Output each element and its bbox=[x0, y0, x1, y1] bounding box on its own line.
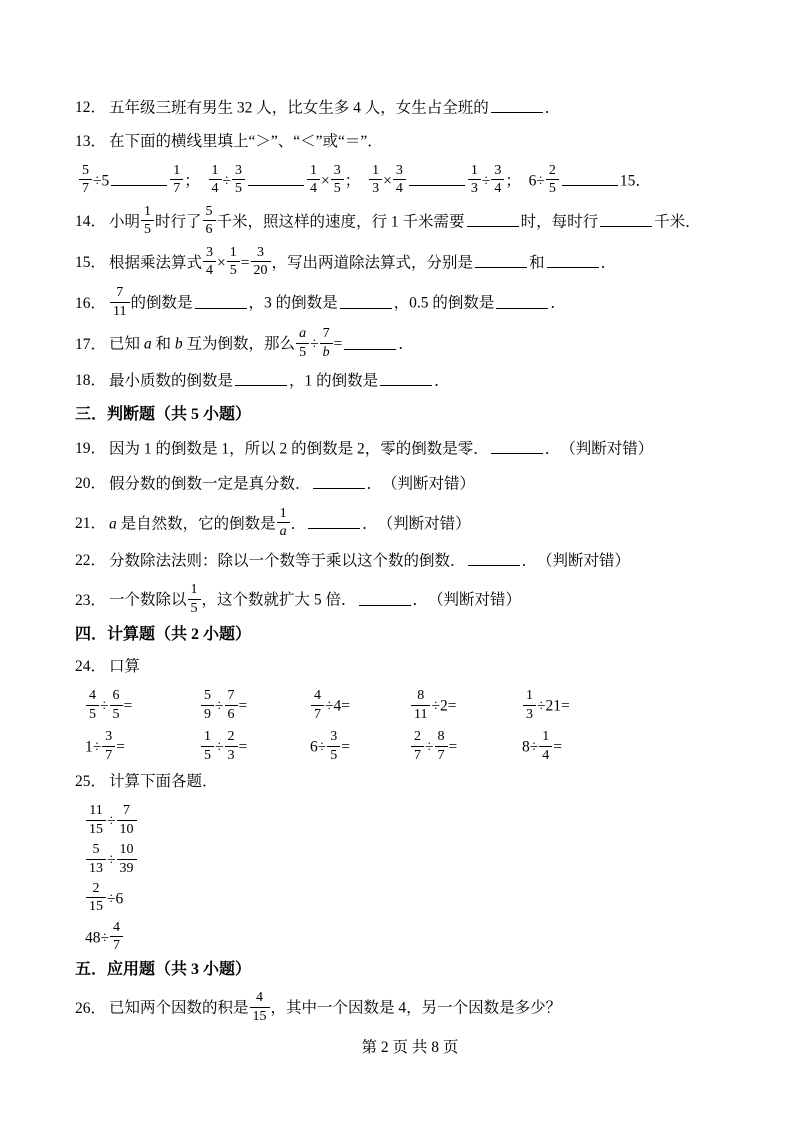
numerator: 1 bbox=[470, 163, 478, 179]
question-item-26 bbox=[75, 992, 745, 1026]
text-run: ； 6÷ bbox=[505, 172, 545, 190]
calc-expression bbox=[200, 690, 310, 724]
numerator: 2 bbox=[227, 729, 235, 745]
text-run: 8÷ bbox=[522, 738, 539, 756]
text-run: 15． bbox=[619, 172, 651, 190]
denominator: 4 bbox=[307, 179, 320, 196]
text-run: ÷6 bbox=[107, 890, 124, 908]
fraction bbox=[311, 688, 324, 722]
fraction bbox=[232, 163, 245, 197]
question-item-13 bbox=[75, 132, 745, 151]
denominator: 5 bbox=[546, 179, 559, 196]
answer-blank bbox=[475, 251, 527, 268]
text-run: ÷ bbox=[425, 738, 434, 756]
text-run: ÷2= bbox=[431, 697, 457, 715]
question-number: 21． bbox=[75, 515, 107, 533]
denominator: 5 bbox=[188, 599, 201, 616]
text-run: 最小质数的倒数是 bbox=[109, 372, 234, 390]
text-run: ． bbox=[550, 294, 566, 312]
calc-expression bbox=[410, 690, 522, 724]
denominator: 3 bbox=[468, 179, 481, 196]
text-run: 6÷ bbox=[310, 738, 327, 756]
fraction bbox=[411, 688, 430, 722]
numerator: 5 bbox=[92, 842, 100, 858]
text-run: 因为 1 的倒数是 1，所以 2 的倒数是 2，零的倒数是零． bbox=[109, 439, 489, 457]
fraction bbox=[539, 729, 552, 763]
denominator: 15 bbox=[250, 1007, 270, 1024]
denominator: 15 bbox=[86, 820, 106, 837]
numerator: 7 bbox=[116, 285, 124, 301]
fraction bbox=[296, 326, 309, 360]
text-run: 1÷ bbox=[85, 738, 102, 756]
numerator: 1 bbox=[190, 582, 198, 598]
numerator: 3 bbox=[395, 163, 403, 179]
numerator: 5 bbox=[82, 163, 89, 179]
text-run: 一个数除以 bbox=[109, 591, 187, 609]
text-run: ． （判断对错） bbox=[521, 551, 631, 569]
text-run: = bbox=[553, 738, 563, 756]
text-run: ÷21= bbox=[537, 697, 570, 715]
text-run: ． bbox=[544, 99, 561, 117]
text-run: 互为倒数，那么 bbox=[182, 335, 296, 353]
question-item-17 bbox=[75, 328, 745, 362]
compare-expressions-row bbox=[75, 165, 745, 199]
numerator: 8 bbox=[437, 729, 445, 745]
oral-calc-row bbox=[75, 731, 745, 765]
text-run: 在下面的横线里填上“＞”、“＜”或“＝”． bbox=[109, 132, 383, 150]
text-run: ； bbox=[344, 172, 369, 190]
calc-expression bbox=[85, 731, 200, 765]
answer-blank bbox=[248, 169, 304, 186]
answer-blank bbox=[235, 369, 287, 386]
fraction bbox=[435, 729, 448, 763]
text-run: 根据乘法算式 bbox=[109, 254, 203, 272]
calc-expression bbox=[75, 805, 745, 839]
fraction bbox=[251, 245, 271, 279]
numerator: 4 bbox=[256, 990, 264, 1006]
numerator: 1 bbox=[372, 163, 380, 179]
answer-blank bbox=[491, 96, 543, 113]
fraction bbox=[117, 803, 137, 837]
answer-blank bbox=[344, 332, 396, 349]
question-item-19 bbox=[75, 437, 745, 459]
question-item-14 bbox=[75, 203, 745, 240]
text-run: = bbox=[116, 738, 126, 756]
text-run: 计算下面各题． bbox=[109, 772, 218, 790]
text-run: ，3 的倒数是 bbox=[248, 294, 338, 312]
question-number: 13． bbox=[75, 132, 107, 150]
fraction bbox=[79, 163, 92, 197]
text-run: 口算 bbox=[109, 658, 141, 676]
numerator: 4 bbox=[89, 688, 96, 704]
fraction bbox=[203, 204, 216, 238]
question-number: 19． bbox=[75, 439, 107, 457]
text-run: ． （判断对错） bbox=[366, 475, 476, 493]
numerator: 2 bbox=[92, 880, 100, 896]
numerator: 2 bbox=[548, 163, 556, 179]
question-number: 26． bbox=[75, 999, 107, 1017]
numerator: 3 bbox=[257, 244, 265, 260]
text-run: = bbox=[341, 738, 351, 756]
numerator: 1 bbox=[279, 505, 287, 521]
denominator: 4 bbox=[209, 179, 222, 196]
answer-blank bbox=[496, 292, 548, 309]
answer-blank bbox=[562, 169, 618, 186]
fraction bbox=[86, 803, 106, 837]
text-run: ，1 的倒数是 bbox=[289, 372, 379, 390]
denominator: 7 bbox=[110, 936, 123, 953]
denominator: 5 bbox=[227, 261, 240, 278]
answer-blank bbox=[491, 437, 543, 454]
numerator: 8 bbox=[417, 688, 425, 704]
text-run: ÷5 bbox=[93, 172, 110, 190]
fraction bbox=[546, 163, 559, 197]
text-run: ，这个数就扩大 5 倍． bbox=[201, 591, 357, 609]
numerator: 5 bbox=[204, 688, 211, 704]
fraction bbox=[393, 163, 406, 197]
numerator: 1 bbox=[144, 203, 152, 219]
question-number: 25． bbox=[75, 772, 107, 790]
denominator: 7 bbox=[311, 705, 324, 722]
question-number: 12． bbox=[75, 99, 107, 117]
fraction bbox=[250, 990, 270, 1024]
denominator: 6 bbox=[225, 705, 238, 722]
denominator: 7 bbox=[102, 746, 115, 763]
calc-expression bbox=[310, 690, 410, 724]
question-item-16 bbox=[75, 287, 745, 321]
calc-expression bbox=[85, 690, 200, 724]
fraction bbox=[468, 163, 481, 197]
text-run: 小明 bbox=[109, 213, 141, 231]
text-run: 五年级三班有男生 32 人，比女生多 4 人，女生占全班的 bbox=[109, 99, 489, 117]
calc-expression bbox=[310, 731, 410, 765]
fraction bbox=[327, 729, 340, 763]
fraction bbox=[86, 842, 106, 876]
answer-blank bbox=[380, 369, 432, 386]
question-item-21 bbox=[75, 505, 745, 542]
text-run: ，0.5 的倒数是 bbox=[393, 294, 495, 312]
denominator: 6 bbox=[203, 220, 216, 237]
numerator: 6 bbox=[112, 688, 120, 704]
fraction bbox=[110, 920, 123, 954]
question-item-23 bbox=[75, 584, 745, 618]
text-run: 分数除法法则：除以一个数等于乘以这个数的倒数． bbox=[109, 551, 466, 569]
text-run: 时行了 bbox=[155, 213, 202, 231]
answer-blank bbox=[195, 292, 247, 309]
text-run: ． （判断对错） bbox=[412, 591, 522, 609]
numerator: 1 bbox=[526, 688, 533, 704]
fraction bbox=[331, 163, 344, 197]
text-run: 的倒数是 bbox=[130, 294, 193, 312]
numerator: 1 bbox=[229, 244, 237, 260]
fraction bbox=[86, 881, 106, 915]
question-number: 14． bbox=[75, 213, 107, 231]
text-run: ． （判断对错） bbox=[544, 439, 654, 457]
text-run: 和 bbox=[529, 254, 545, 272]
denominator: 5 bbox=[331, 179, 344, 196]
fraction bbox=[117, 842, 137, 876]
numerator: 10 bbox=[119, 842, 134, 858]
text-run: ． bbox=[600, 254, 617, 272]
question-number: 24． bbox=[75, 658, 107, 676]
text-run: ÷ bbox=[310, 335, 319, 353]
answer-blank bbox=[111, 169, 167, 186]
denominator: 4 bbox=[393, 179, 406, 196]
denominator: 5 bbox=[327, 746, 340, 763]
fraction bbox=[170, 163, 183, 197]
section-header: 五．应用题（共 3 小题） bbox=[75, 961, 252, 979]
numerator: 1 bbox=[211, 163, 219, 179]
fraction bbox=[411, 729, 424, 763]
text-run: 48÷ bbox=[85, 929, 110, 947]
denominator: 7 bbox=[435, 746, 448, 763]
variable: b bbox=[174, 335, 183, 353]
fraction bbox=[188, 582, 201, 616]
worksheet-content bbox=[75, 96, 745, 1026]
text-run: ． （判断对错） bbox=[362, 515, 471, 533]
question-item-22 bbox=[75, 549, 745, 571]
calc-expression bbox=[75, 844, 745, 878]
text-run: ÷ bbox=[100, 697, 109, 715]
fraction bbox=[225, 729, 238, 763]
denominator: 9 bbox=[201, 705, 214, 722]
denominator: 5 bbox=[296, 343, 309, 360]
fraction bbox=[491, 163, 504, 197]
denominator: 13 bbox=[86, 859, 106, 876]
question-item-24 bbox=[75, 657, 745, 676]
section-header: 四．计算题（共 2 小题） bbox=[75, 626, 252, 644]
denominator: a bbox=[277, 522, 290, 539]
answer-blank bbox=[409, 169, 465, 186]
oral-calc-row bbox=[75, 690, 745, 724]
numerator: 7 bbox=[322, 326, 330, 342]
numerator: 3 bbox=[235, 163, 243, 179]
fraction bbox=[86, 688, 99, 722]
denominator: 7 bbox=[411, 746, 424, 763]
text-run: 千米，照这样的速度，行 1 千米需要 bbox=[216, 213, 465, 231]
fraction bbox=[320, 326, 333, 360]
text-run: = bbox=[238, 738, 248, 756]
answer-blank bbox=[468, 549, 520, 566]
page-footer: 第 2 页 共 8 页 bbox=[361, 1039, 459, 1057]
question-number: 16． bbox=[75, 294, 107, 312]
text-run: ． bbox=[398, 335, 414, 353]
question-number: 23． bbox=[75, 591, 107, 609]
calc-expression bbox=[200, 731, 310, 765]
text-run: = bbox=[448, 738, 458, 756]
text-run: ÷ bbox=[222, 172, 232, 190]
fraction bbox=[523, 688, 536, 722]
question-item-12 bbox=[75, 96, 745, 118]
denominator: 5 bbox=[110, 705, 123, 722]
question-item-15 bbox=[75, 244, 745, 281]
text-run: 时，每时行 bbox=[520, 213, 599, 231]
text-run: ÷ bbox=[107, 812, 116, 830]
numerator: 3 bbox=[494, 163, 502, 179]
denominator: 15 bbox=[86, 897, 106, 914]
fraction bbox=[201, 729, 214, 763]
question-item-20 bbox=[75, 472, 745, 494]
denominator: 39 bbox=[117, 859, 137, 876]
variable: a bbox=[109, 515, 117, 533]
fraction bbox=[225, 688, 238, 722]
answer-blank bbox=[600, 210, 652, 227]
numerator: 3 bbox=[206, 244, 214, 260]
answer-blank bbox=[547, 251, 599, 268]
variable: a bbox=[143, 335, 152, 353]
denominator: 4 bbox=[539, 746, 552, 763]
text-run: ． bbox=[290, 515, 307, 533]
denominator: 11 bbox=[411, 705, 430, 722]
answer-blank bbox=[359, 588, 411, 605]
answer-blank bbox=[467, 210, 519, 227]
calc-expression bbox=[522, 731, 562, 765]
text-run: 千米． bbox=[654, 213, 701, 231]
denominator: 5 bbox=[232, 179, 245, 196]
numerator: 1 bbox=[204, 729, 211, 745]
denominator: 7 bbox=[170, 179, 183, 196]
text-run: × bbox=[383, 172, 392, 190]
fraction bbox=[102, 729, 115, 763]
text-run: 是自然数，它的倒数是 bbox=[116, 515, 276, 533]
fraction bbox=[277, 506, 290, 540]
text-run: ÷ bbox=[481, 172, 491, 190]
text-run: = bbox=[123, 697, 133, 715]
numerator: 2 bbox=[414, 729, 421, 745]
text-run: = bbox=[238, 697, 248, 715]
answer-blank bbox=[308, 512, 360, 529]
question-number: 20． bbox=[75, 475, 107, 493]
fraction bbox=[307, 163, 320, 197]
text-run: 假分数的倒数一定是真分数． bbox=[109, 475, 311, 493]
denominator: 20 bbox=[251, 261, 271, 278]
numerator: 5 bbox=[205, 203, 213, 219]
denominator: b bbox=[320, 343, 333, 360]
denominator: 5 bbox=[201, 746, 214, 763]
text-run: 已知 bbox=[109, 335, 144, 353]
fraction bbox=[203, 245, 216, 279]
fraction bbox=[369, 163, 382, 197]
answer-blank bbox=[313, 472, 365, 489]
denominator: 10 bbox=[117, 820, 137, 837]
text-run: × bbox=[321, 172, 330, 190]
fraction bbox=[110, 285, 129, 319]
calc-expression bbox=[410, 731, 522, 765]
text-run: 已知两个因数的积是 bbox=[109, 999, 249, 1017]
calc-expression bbox=[522, 690, 570, 724]
numerator: 7 bbox=[123, 803, 131, 819]
denominator: 5 bbox=[141, 220, 154, 237]
fraction bbox=[201, 688, 214, 722]
text-run: ÷ bbox=[215, 697, 224, 715]
text-run: ÷ bbox=[107, 851, 116, 869]
question-number: 18． bbox=[75, 372, 107, 390]
fraction bbox=[227, 245, 240, 279]
text-run: = bbox=[240, 254, 250, 272]
denominator: 4 bbox=[491, 179, 504, 196]
numerator: 3 bbox=[105, 729, 113, 745]
text-run: ÷4= bbox=[325, 697, 350, 715]
text-run: ÷ bbox=[215, 738, 224, 756]
numerator: 1 bbox=[310, 163, 318, 179]
calc-expression bbox=[75, 919, 745, 956]
fraction bbox=[141, 204, 154, 238]
text-run: ，其中一个因数是 4，另一个因数是多少？ bbox=[270, 999, 562, 1017]
numerator: 4 bbox=[314, 688, 321, 704]
numerator: 1 bbox=[542, 729, 550, 745]
question-number: 22． bbox=[75, 551, 107, 569]
denominator: 3 bbox=[369, 179, 382, 196]
calc-expression bbox=[75, 880, 745, 917]
denominator: 5 bbox=[86, 705, 99, 722]
text-run: ． bbox=[434, 372, 450, 390]
question-item-25 bbox=[75, 772, 745, 791]
fraction bbox=[209, 163, 222, 197]
text-run: ，写出两道除法算式，分别是 bbox=[271, 254, 474, 272]
denominator: 3 bbox=[225, 746, 238, 763]
numerator: 4 bbox=[113, 919, 121, 935]
denominator: 11 bbox=[110, 302, 129, 319]
text-run: × bbox=[217, 254, 226, 272]
denominator: 7 bbox=[79, 179, 92, 196]
question-item-18 bbox=[75, 369, 745, 391]
text-run: 和 bbox=[151, 335, 175, 353]
numerator: 11 bbox=[89, 803, 103, 819]
section-header: 三．判断题（共 5 小题） bbox=[75, 405, 252, 423]
numerator: 1 bbox=[173, 163, 181, 179]
fraction bbox=[110, 688, 123, 722]
denominator: 3 bbox=[523, 705, 536, 722]
text-run: = bbox=[333, 335, 343, 353]
question-number: 17． bbox=[75, 335, 107, 353]
numerator: a bbox=[299, 326, 307, 342]
answer-blank bbox=[340, 292, 392, 309]
numerator: 7 bbox=[227, 688, 235, 704]
numerator: 3 bbox=[333, 163, 341, 179]
question-number: 15． bbox=[75, 254, 107, 272]
numerator: 3 bbox=[330, 729, 338, 745]
text-run: ； bbox=[184, 172, 208, 190]
denominator: 4 bbox=[203, 261, 216, 278]
